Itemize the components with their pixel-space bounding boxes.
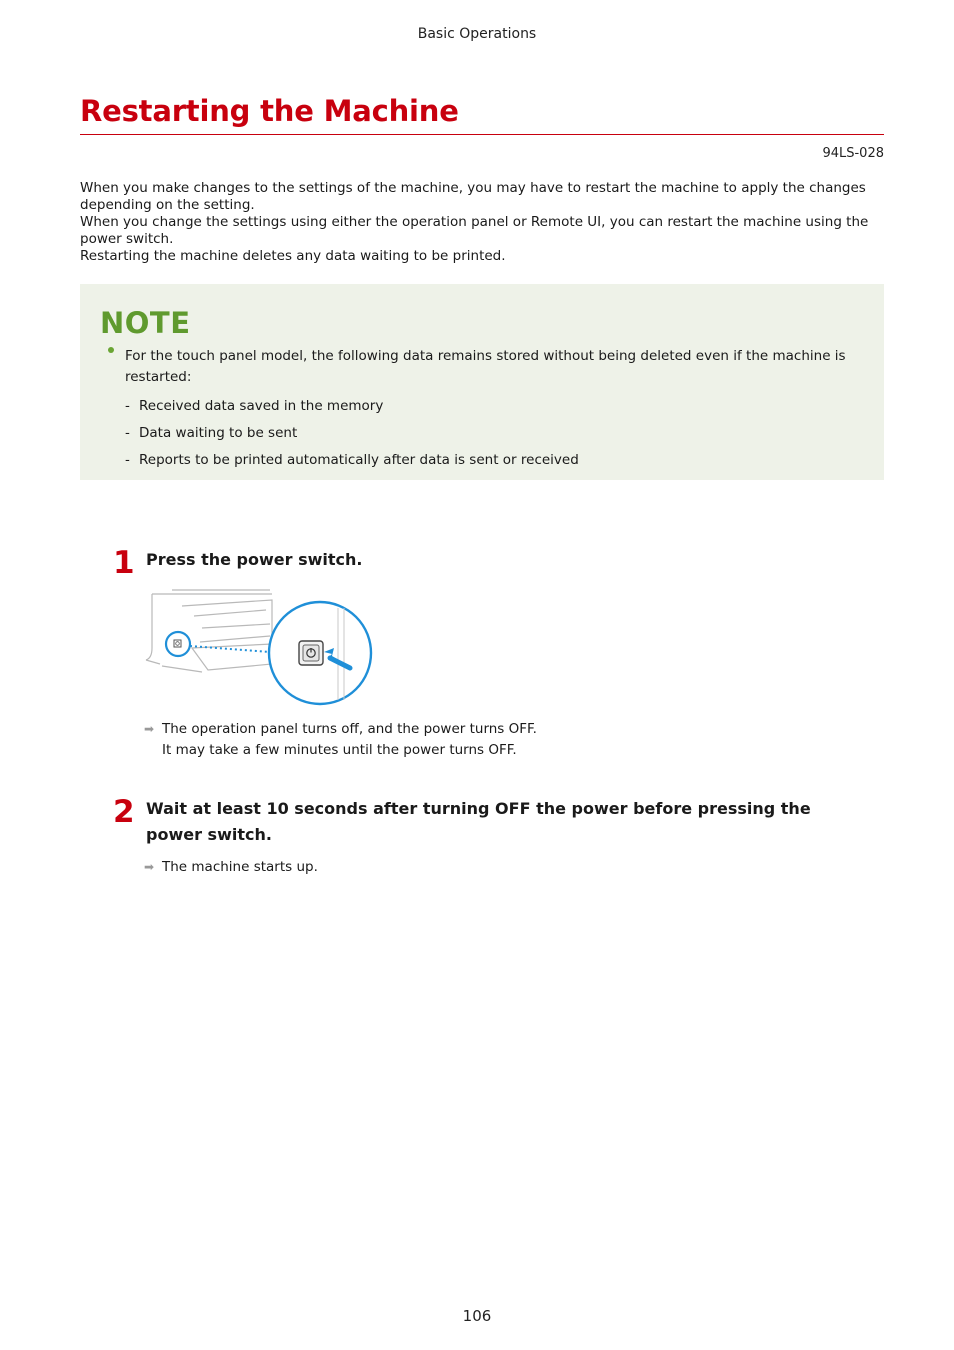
- note-list-item: [125, 451, 579, 469]
- intro-paragraph: When you make changes to the settings of the machine, you may have to restart the machine to apply the changes depending on the setting.: [80, 180, 866, 213]
- document-id: 94LS-028: [822, 146, 884, 161]
- step-title: Wait at least 10 seconds after turning OFF the power before pressing the power switch.: [146, 799, 811, 844]
- step-result: [144, 719, 864, 761]
- dash-marker: -: [125, 398, 130, 414]
- intro-paragraph: Restarting the machine deletes any data waiting to be printed.: [80, 248, 506, 264]
- result-text: The operation panel turns off, and the power turns OFF.: [162, 721, 537, 737]
- step-result: [144, 857, 864, 878]
- power-switch-illustration: [142, 586, 377, 710]
- dash-marker: -: [125, 452, 130, 468]
- note-list-item: [125, 424, 297, 442]
- page-title: Restarting the Machine: [80, 94, 459, 128]
- result-text: It may take a few minutes until the power turns OFF.: [162, 742, 517, 758]
- step-title: Press the power switch.: [146, 550, 363, 569]
- step-number: 2: [113, 794, 135, 830]
- result-arrow-icon: ➡: [144, 722, 155, 736]
- note-list-item-text: Data waiting to be sent: [139, 425, 298, 441]
- note-heading: NOTE: [100, 306, 191, 340]
- dash-marker: -: [125, 425, 130, 441]
- step-number: 1: [113, 545, 135, 581]
- power-button-icon: [299, 641, 323, 665]
- note-box: [80, 284, 884, 480]
- intro-text: [80, 180, 884, 265]
- result-arrow-icon: ➡: [144, 860, 155, 874]
- note-bullet-text: For the touch panel model, the following data remains stored without being deleted even if the machine is restarted:: [125, 348, 846, 385]
- page-number: 106: [462, 1307, 492, 1325]
- note-list-item-text: Received data saved in the memory: [139, 398, 384, 414]
- note-list-item: [125, 397, 383, 415]
- running-header: Basic Operations: [417, 26, 537, 42]
- title-divider: [80, 134, 884, 135]
- intro-paragraph: When you change the settings using either the operation panel or Remote UI, you can restart the machine using the power switch.: [80, 214, 869, 247]
- result-text: The machine starts up.: [162, 859, 318, 875]
- bullet-icon: [108, 347, 114, 353]
- note-list-item-text: Reports to be printed automatically after data is sent or received: [139, 452, 579, 468]
